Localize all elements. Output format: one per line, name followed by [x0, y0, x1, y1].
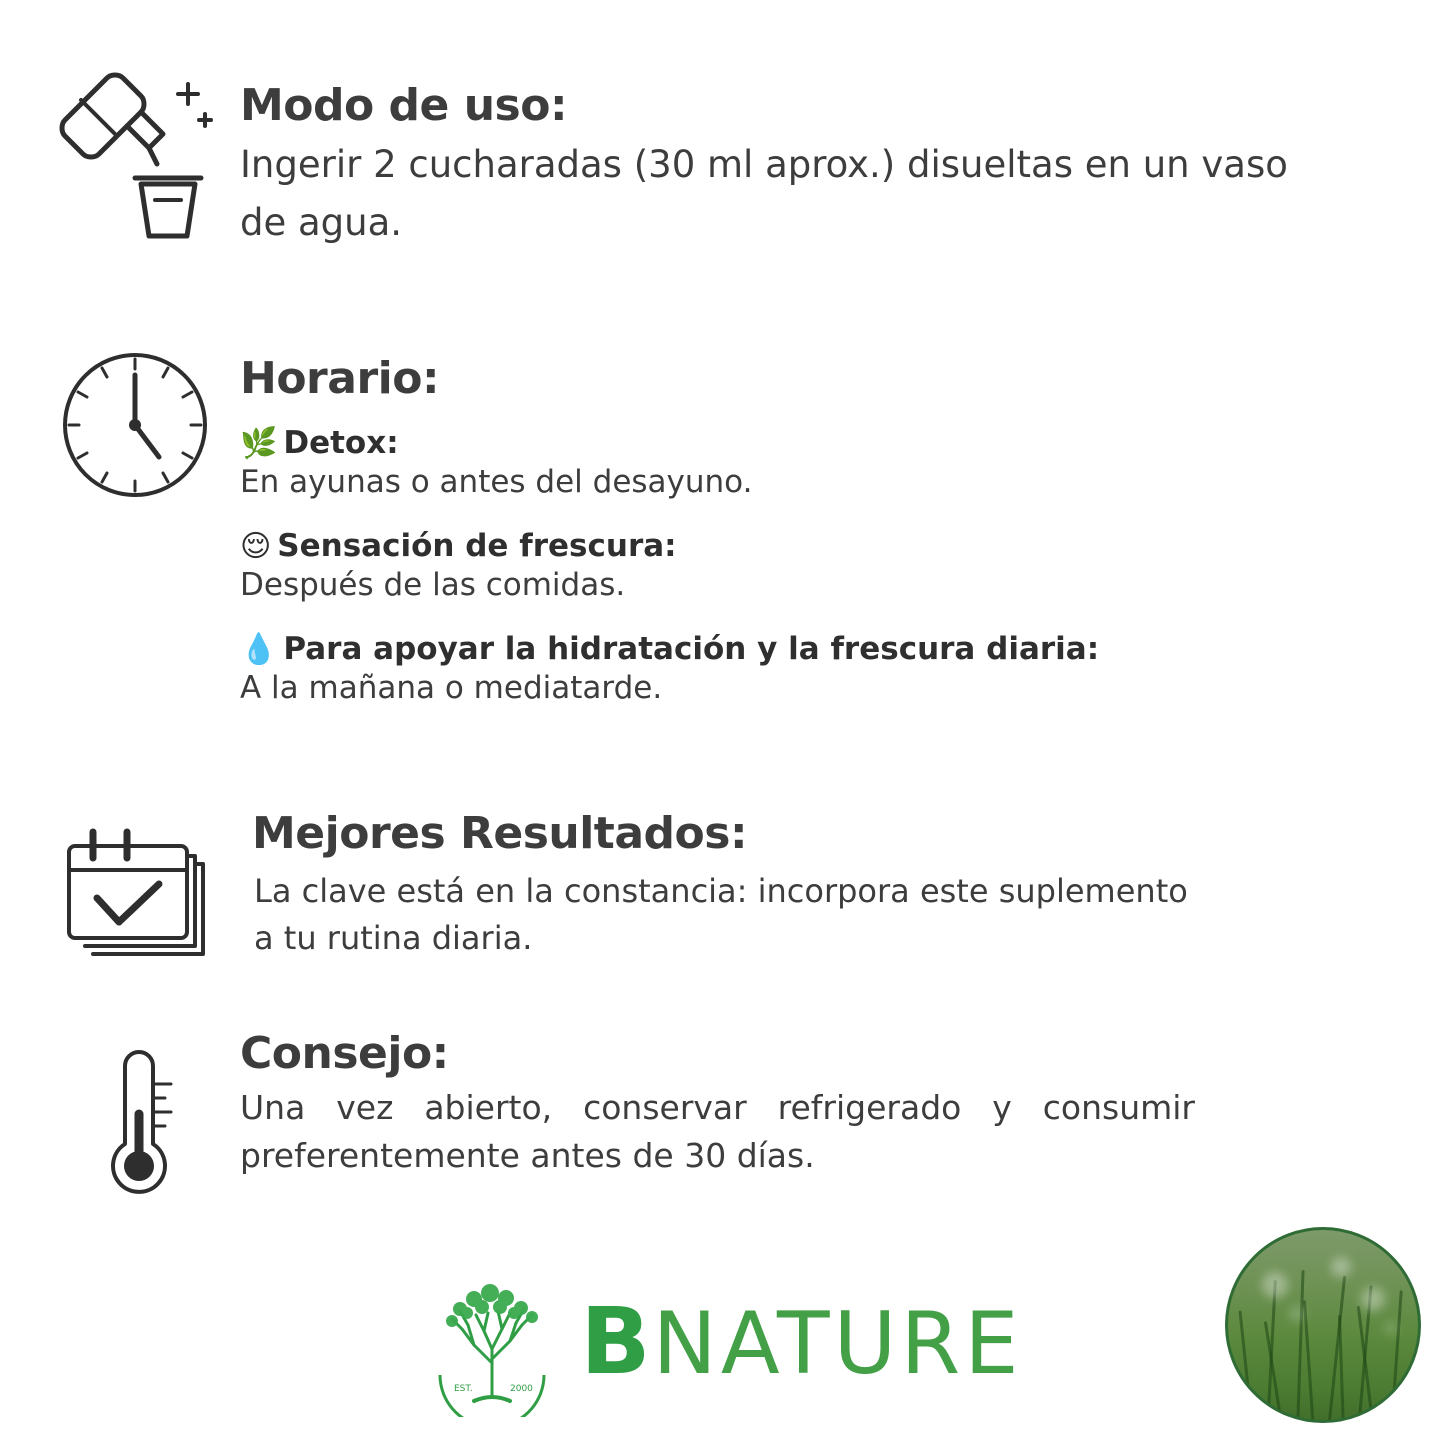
section-mejores-resultados	[30, 810, 1420, 962]
section-body: La clave está en la constancia: incorpora este suplemento a tu rutina diaria.	[254, 872, 1188, 957]
section-horario	[30, 345, 1420, 734]
horario-item-desc: Después de las comidas.	[240, 567, 626, 604]
text-column	[240, 345, 1420, 734]
herb-emoji: 🌿	[240, 426, 278, 462]
horario-item-title: Sensación de frescura:	[277, 528, 677, 565]
water-drop-emoji: 💧	[240, 631, 278, 667]
text-column	[240, 60, 1420, 251]
bottle-pour-icon	[45, 60, 225, 260]
icon-column	[30, 345, 240, 505]
brand-badge-year: 2000	[510, 1384, 534, 1394]
text-column	[240, 810, 1420, 961]
icon-column	[30, 60, 240, 260]
thermometer-icon	[75, 1044, 195, 1204]
section-body: Ingerir 2 cucharadas (30 ml aprox.) disueltas en un vaso de agua.	[240, 143, 1288, 244]
section-heading: Consejo:	[240, 1028, 449, 1079]
relieved-face-emoji: 😌	[240, 529, 272, 565]
grass-field-photo	[1225, 1227, 1421, 1423]
brand-name-initial: B	[580, 1288, 653, 1395]
brand-name	[580, 1288, 1023, 1395]
horario-item-title-row	[240, 528, 1420, 564]
section-heading: Mejores Resultados:	[252, 808, 748, 859]
section-body: Una vez abierto, conservar refrigerado y consumir preferentemente antes de 30 días.	[240, 1088, 1195, 1176]
horario-item	[240, 425, 1420, 502]
brand-badge-est: EST.	[454, 1384, 474, 1394]
horario-item-title: Detox:	[283, 425, 399, 462]
tree-logo-icon	[422, 1267, 562, 1417]
brand-name-rest: NATURE	[652, 1294, 1023, 1394]
horario-item-title-row	[240, 631, 1420, 667]
horario-item-desc: En ayunas o antes del desayuno.	[240, 464, 753, 501]
horario-item	[240, 528, 1420, 605]
section-heading: Modo de uso:	[240, 80, 568, 131]
section-heading: Horario:	[240, 353, 440, 404]
text-column	[240, 1030, 1420, 1180]
icon-column	[30, 1030, 240, 1204]
icon-column	[30, 810, 240, 962]
section-modo-de-uso	[30, 60, 1420, 260]
horario-item	[240, 631, 1420, 708]
calendar-check-icon	[55, 822, 215, 962]
horario-item-title: Para apoyar la hidratación y la frescura diaria:	[283, 630, 1100, 667]
clock-icon	[55, 345, 215, 505]
horario-item-title-row	[240, 425, 1420, 461]
section-consejo	[30, 1030, 1420, 1204]
horario-item-desc: A la mañana o mediatarde.	[240, 669, 663, 706]
